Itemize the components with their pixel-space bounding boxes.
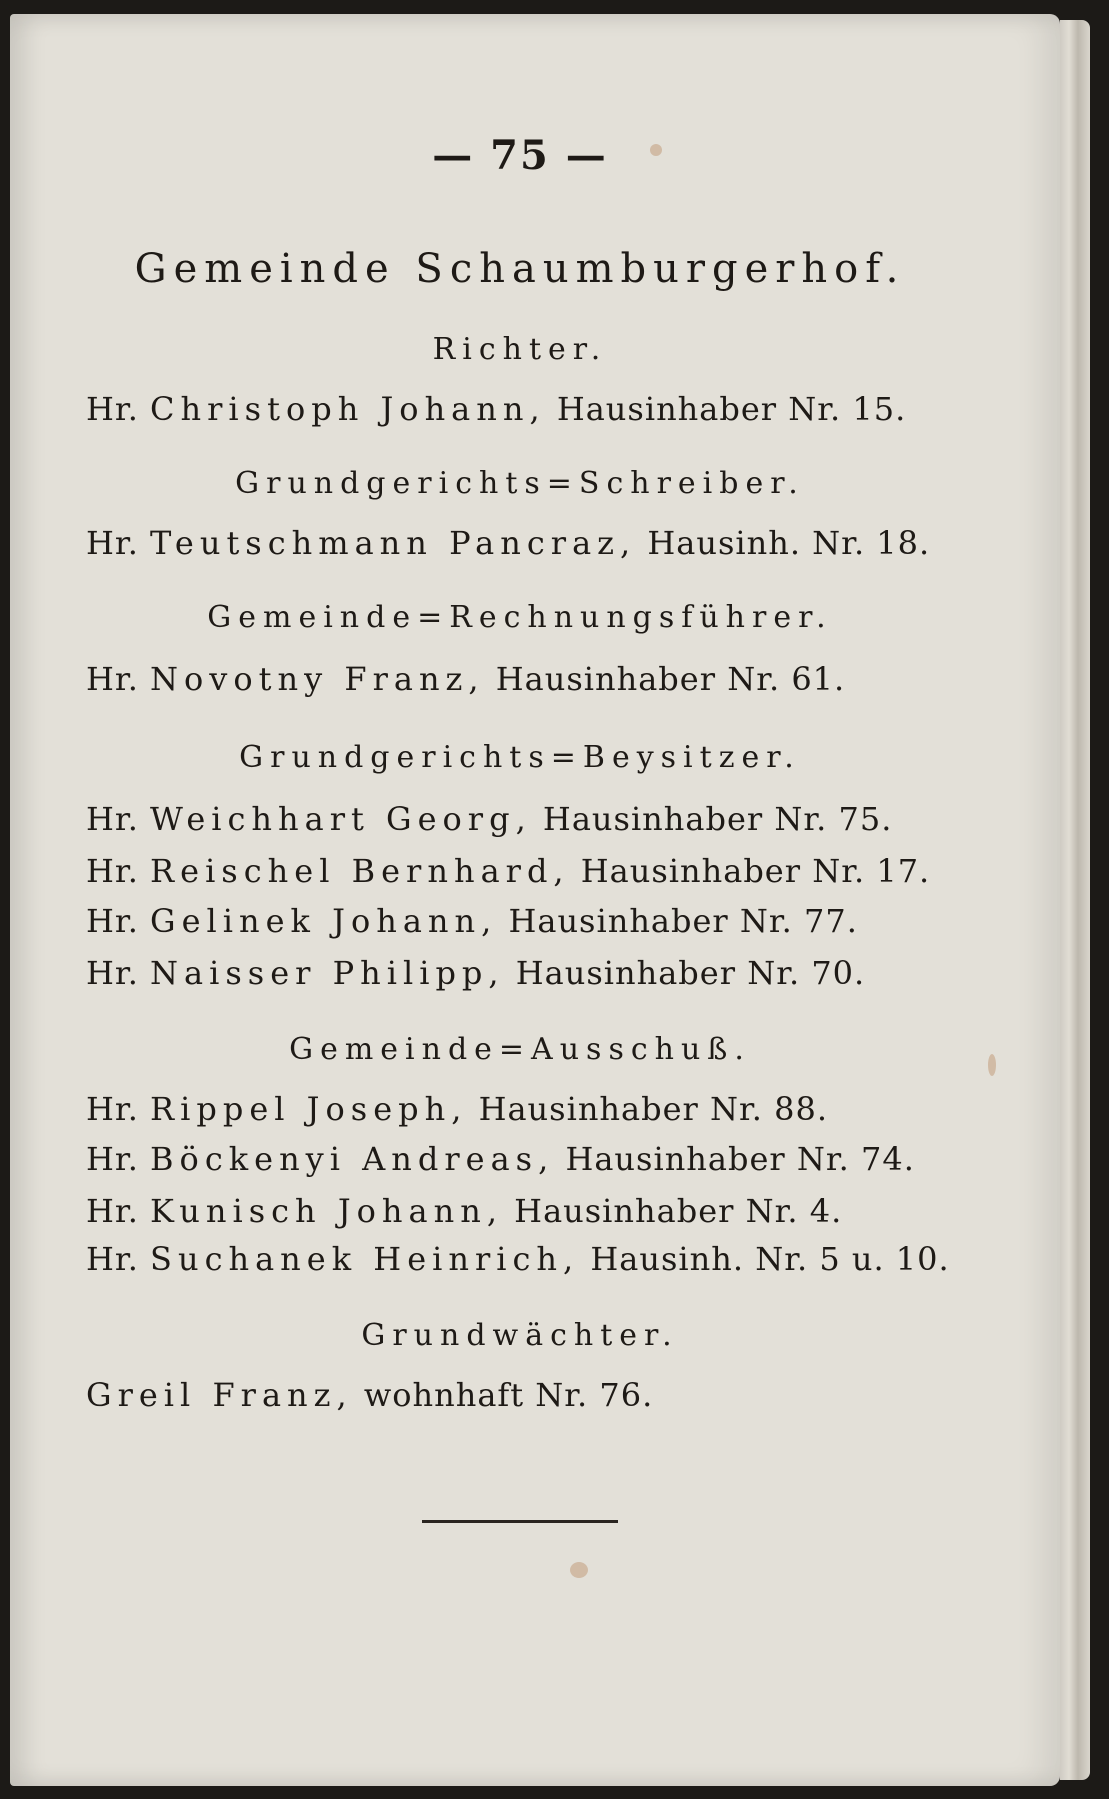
entry-address: Hausinhaber Nr. 70. (515, 954, 866, 992)
entry-line (86, 390, 906, 428)
entry-address: Hausinh. Nr. 5 u. 10. (590, 1240, 950, 1278)
entry-prefix: Hr. (86, 1090, 139, 1128)
section-heading-richter: Richter. (432, 332, 608, 367)
entry-prefix: Hr. (86, 1240, 139, 1278)
entry-prefix: Hr. (86, 1192, 139, 1230)
entry-name: Christoph Johann, (150, 390, 546, 428)
entry-line (86, 1090, 828, 1128)
book-page (10, 14, 1060, 1786)
entry-address: wohnhaft Nr. 76. (363, 1376, 654, 1414)
entry-name: Naisser Philipp, (150, 954, 505, 992)
entry-line (86, 1240, 950, 1278)
entry-prefix: Hr. (86, 660, 139, 698)
entry-name: Kunisch Johann, (150, 1192, 503, 1230)
entry-line (86, 954, 865, 992)
entry-address: Hausinhaber Nr. 77. (508, 902, 858, 940)
entry-address: Hausinhaber Nr. 17. (580, 852, 931, 890)
entry-name: Gelinek Johann, (150, 902, 498, 940)
entry-prefix: Hr. (86, 902, 139, 940)
entry-line (86, 800, 892, 838)
entry-line (86, 1376, 653, 1414)
entry-address: Hausinhaber Nr. 61. (495, 660, 846, 698)
entry-name: Novotny Franz, (150, 660, 485, 698)
entry-line (86, 1140, 915, 1178)
entry-prefix: Hr. (86, 390, 139, 428)
entry-name: Reischel Bernhard, (150, 852, 570, 890)
entry-prefix: Hr. (86, 852, 139, 890)
entry-prefix: Hr. (86, 524, 139, 562)
entry-address: Hausinhaber Nr. 74. (565, 1140, 915, 1178)
entry-line (86, 902, 858, 940)
closing-rule (422, 1520, 618, 1523)
entry-line (86, 852, 930, 890)
section-heading-rechnungsfuehrer: Gemeinde=Rechnungsführer. (207, 600, 833, 635)
entry-line (86, 524, 930, 562)
entry-prefix: Hr. (86, 800, 139, 838)
entry-address: Hausinhaber Nr. 88. (478, 1090, 829, 1128)
entry-name: Weichhart Georg, (150, 800, 532, 838)
entry-prefix: Hr. (86, 954, 139, 992)
entry-address: Hausinhaber Nr. 15. (556, 390, 907, 428)
section-heading-ausschuss: Gemeinde=Ausschuß. (289, 1032, 751, 1067)
section-heading-grundwaechter: Grundwächter. (361, 1318, 679, 1353)
section-heading-schreiber: Grundgerichts=Schreiber. (235, 466, 805, 501)
section-heading-beysitzer: Grundgerichts=Beysitzer. (239, 740, 801, 775)
entry-name: Greil Franz, (86, 1376, 353, 1414)
entry-name: Rippel Joseph, (150, 1090, 468, 1128)
entry-address: Hausinhaber Nr. 75. (542, 800, 893, 838)
entry-name: Böckenyi Andreas, (150, 1140, 555, 1178)
entry-line (86, 1192, 842, 1230)
entry-address: Hausinh. Nr. 18. (647, 524, 931, 562)
entry-line (86, 660, 845, 698)
page-edge (1060, 20, 1090, 1780)
entry-address: Hausinhaber Nr. 4. (514, 1192, 843, 1230)
page-title: Gemeinde Schaumburgerhof. (134, 246, 906, 292)
page-number: — 75 — (432, 132, 608, 179)
entry-name: Suchanek Heinrich, (150, 1240, 580, 1278)
foxing-stain (570, 1562, 588, 1578)
entry-name: Teutschmann Pancraz, (150, 524, 637, 562)
entry-prefix: Hr. (86, 1140, 139, 1178)
